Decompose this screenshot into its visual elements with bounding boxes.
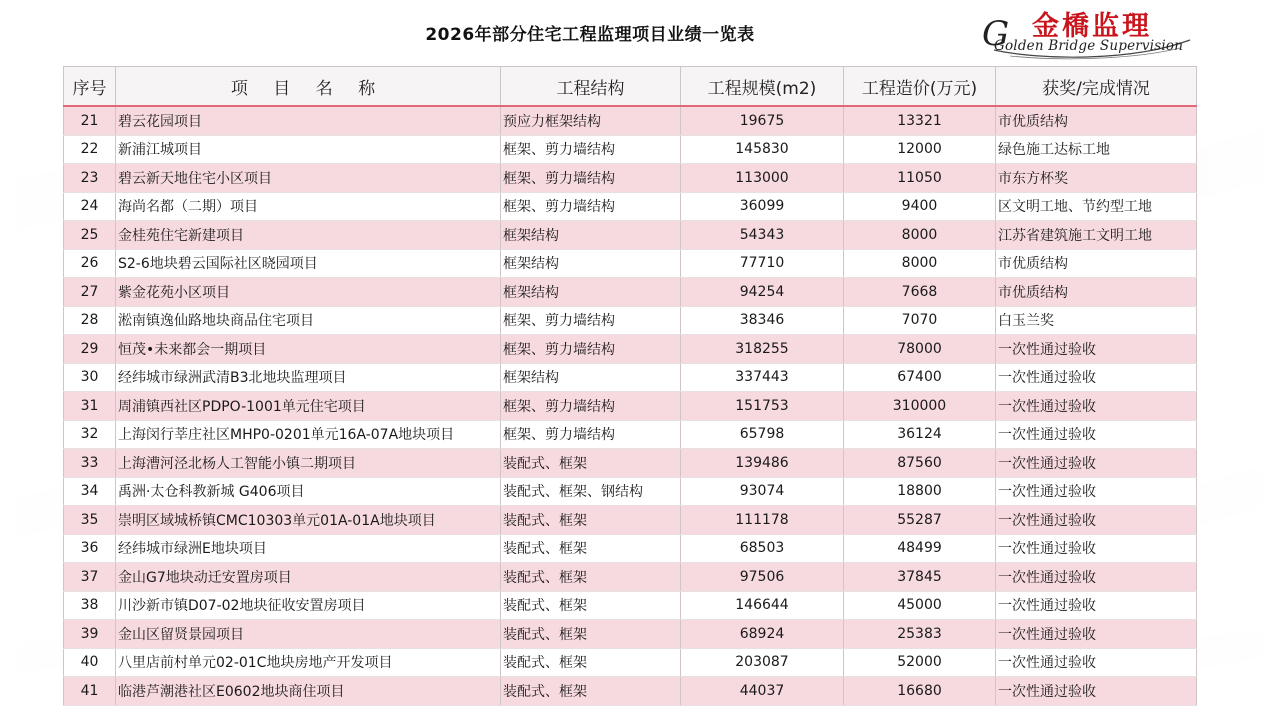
cell-project-name: 恒茂•未来都会一期项目 [116,335,501,364]
table-row [64,420,1197,449]
table-row [64,278,1197,307]
cell-structure: 框架、剪力墙结构 [501,420,681,449]
cell-scale: 68924 [681,620,844,649]
header-scale: 工程规模(m2) [681,67,844,107]
cell-scale: 54343 [681,221,844,250]
table-row [64,335,1197,364]
cell-awards: 一次性通过验收 [996,677,1197,706]
cell-scale: 94254 [681,278,844,307]
cell-scale: 93074 [681,477,844,506]
cell-structure: 框架、剪力墙结构 [501,306,681,335]
cell-awards: 一次性通过验收 [996,392,1197,421]
cell-index: 27 [64,278,116,307]
cell-index: 28 [64,306,116,335]
cell-structure: 装配式、框架 [501,506,681,535]
cell-scale: 145830 [681,135,844,164]
table-row [64,477,1197,506]
cell-index: 40 [64,648,116,677]
header-structure: 工程结构 [501,67,681,107]
cell-project-name: 上海闵行莘庄社区MHP0-0201单元16A-07A地块项目 [116,420,501,449]
cell-project-name: 金桂苑住宅新建项目 [116,221,501,250]
table-row [64,363,1197,392]
cell-awards: 一次性通过验收 [996,591,1197,620]
table-row [64,620,1197,649]
table-row [64,591,1197,620]
cell-cost: 12000 [844,135,996,164]
cell-cost: 310000 [844,392,996,421]
cell-project-name: 禹洲·太仓科教新城 G406项目 [116,477,501,506]
project-table [63,66,1197,706]
cell-awards: 一次性通过验收 [996,648,1197,677]
cell-project-name: 崇明区域城桥镇CMC10303单元01A-01A地块项目 [116,506,501,535]
cell-project-name: 碧云花园项目 [116,106,501,135]
cell-project-name: 海尚名都（二期）项目 [116,192,501,221]
cell-structure: 装配式、框架 [501,677,681,706]
cell-scale: 44037 [681,677,844,706]
cell-awards: 一次性通过验收 [996,477,1197,506]
cell-structure: 框架、剪力墙结构 [501,135,681,164]
cell-index: 30 [64,363,116,392]
cell-scale: 97506 [681,563,844,592]
cell-cost: 48499 [844,534,996,563]
cell-awards: 市优质结构 [996,278,1197,307]
cell-cost: 67400 [844,363,996,392]
cell-project-name: S2-6地块碧云国际社区晓园项目 [116,249,501,278]
table-row [64,249,1197,278]
cell-index: 29 [64,335,116,364]
cell-structure: 装配式、框架 [501,591,681,620]
cell-awards: 一次性通过验收 [996,363,1197,392]
cell-scale: 36099 [681,192,844,221]
table-row [64,135,1197,164]
cell-awards: 绿色施工达标工地 [996,135,1197,164]
cell-structure: 框架、剪力墙结构 [501,192,681,221]
cell-cost: 7070 [844,306,996,335]
cell-project-name: 上海漕河泾北杨人工智能小镇二期项目 [116,449,501,478]
cell-project-name: 临港芦潮港社区E0602地块商住项目 [116,677,501,706]
header-project-name: 项 目 名 称 [116,67,501,107]
cell-awards: 市优质结构 [996,249,1197,278]
cell-structure: 框架、剪力墙结构 [501,164,681,193]
cell-cost: 36124 [844,420,996,449]
cell-awards: 一次性通过验收 [996,620,1197,649]
table-row [64,164,1197,193]
cell-awards: 江苏省建筑施工文明工地 [996,221,1197,250]
cell-index: 31 [64,392,116,421]
cell-project-name: 金山G7地块动迁安置房项目 [116,563,501,592]
logo-chinese-name: 金橋监理 [1032,11,1152,42]
table-header-row [64,67,1197,107]
logo-english-name: Golden Bridge Supervision [994,38,1184,54]
cell-cost: 87560 [844,449,996,478]
header-awards: 获奖/完成情况 [996,67,1197,107]
cell-scale: 111178 [681,506,844,535]
cell-awards: 一次性通过验收 [996,449,1197,478]
cell-structure: 装配式、框架 [501,620,681,649]
header-index: 序号 [64,67,116,107]
cell-cost: 52000 [844,648,996,677]
cell-index: 33 [64,449,116,478]
cell-cost: 8000 [844,249,996,278]
cell-index: 26 [64,249,116,278]
cell-project-name: 周浦镇西社区PDPO-1001单元住宅项目 [116,392,501,421]
cell-index: 35 [64,506,116,535]
cell-scale: 151753 [681,392,844,421]
cell-structure: 框架结构 [501,363,681,392]
table-row [64,221,1197,250]
cell-cost: 11050 [844,164,996,193]
cell-awards: 一次性通过验收 [996,563,1197,592]
cell-structure: 框架、剪力墙结构 [501,392,681,421]
cell-cost: 13321 [844,106,996,135]
cell-scale: 337443 [681,363,844,392]
cell-structure: 装配式、框架 [501,563,681,592]
cell-structure: 框架结构 [501,221,681,250]
cell-scale: 19675 [681,106,844,135]
cell-project-name: 紫金花苑小区项目 [116,278,501,307]
table-row [64,392,1197,421]
cell-cost: 55287 [844,506,996,535]
cell-scale: 318255 [681,335,844,364]
cell-cost: 25383 [844,620,996,649]
cell-scale: 139486 [681,449,844,478]
cell-awards: 一次性通过验收 [996,335,1197,364]
cell-structure: 装配式、框架 [501,534,681,563]
cell-scale: 65798 [681,420,844,449]
cell-structure: 装配式、框架 [501,648,681,677]
cell-index: 36 [64,534,116,563]
cell-cost: 78000 [844,335,996,364]
cell-index: 21 [64,106,116,135]
cell-scale: 68503 [681,534,844,563]
cell-awards: 市东方杯奖 [996,164,1197,193]
cell-cost: 7668 [844,278,996,307]
cell-project-name: 新浦江城项目 [116,135,501,164]
cell-scale: 203087 [681,648,844,677]
cell-structure: 预应力框架结构 [501,106,681,135]
cell-cost: 37845 [844,563,996,592]
cell-project-name: 经纬城市绿洲武清B3北地块监理项目 [116,363,501,392]
cell-index: 34 [64,477,116,506]
cell-awards: 市优质结构 [996,106,1197,135]
table-row [64,449,1197,478]
table-row [64,506,1197,535]
cell-index: 41 [64,677,116,706]
table-row [64,192,1197,221]
table-row [64,563,1197,592]
cell-cost: 8000 [844,221,996,250]
table-row [64,648,1197,677]
cell-structure: 框架、剪力墙结构 [501,335,681,364]
cell-awards: 白玉兰奖 [996,306,1197,335]
cell-awards: 一次性通过验收 [996,420,1197,449]
cell-cost: 45000 [844,591,996,620]
cell-awards: 一次性通过验收 [996,506,1197,535]
cell-structure: 框架结构 [501,278,681,307]
table-row [64,677,1197,706]
company-logo [980,4,1200,62]
cell-index: 37 [64,563,116,592]
cell-project-name: 淞南镇逸仙路地块商品住宅项目 [116,306,501,335]
cell-cost: 16680 [844,677,996,706]
cell-structure: 装配式、框架、钢结构 [501,477,681,506]
cell-scale: 146644 [681,591,844,620]
logo-g-icon: G [982,14,1010,54]
cell-structure: 框架结构 [501,249,681,278]
table-row [64,106,1197,135]
cell-scale: 113000 [681,164,844,193]
page-title: 2026年部分住宅工程监理项目业绩一览表 [425,25,755,45]
cell-index: 24 [64,192,116,221]
cell-cost: 18800 [844,477,996,506]
cell-index: 23 [64,164,116,193]
cell-project-name: 经纬城市绿洲E地块项目 [116,534,501,563]
cell-index: 39 [64,620,116,649]
table-row [64,306,1197,335]
header-cost: 工程造价(万元) [844,67,996,107]
cell-awards: 一次性通过验收 [996,534,1197,563]
cell-structure: 装配式、框架 [501,449,681,478]
cell-project-name: 碧云新天地住宅小区项目 [116,164,501,193]
cell-scale: 77710 [681,249,844,278]
cell-awards: 区文明工地、节约型工地 [996,192,1197,221]
cell-index: 38 [64,591,116,620]
cell-cost: 9400 [844,192,996,221]
cell-index: 22 [64,135,116,164]
cell-index: 25 [64,221,116,250]
cell-index: 32 [64,420,116,449]
cell-project-name: 金山区留贤景园项目 [116,620,501,649]
cell-project-name: 八里店前村单元02-01C地块房地产开发项目 [116,648,501,677]
cell-scale: 38346 [681,306,844,335]
cell-project-name: 川沙新市镇D07-02地块征收安置房项目 [116,591,501,620]
table-row [64,534,1197,563]
